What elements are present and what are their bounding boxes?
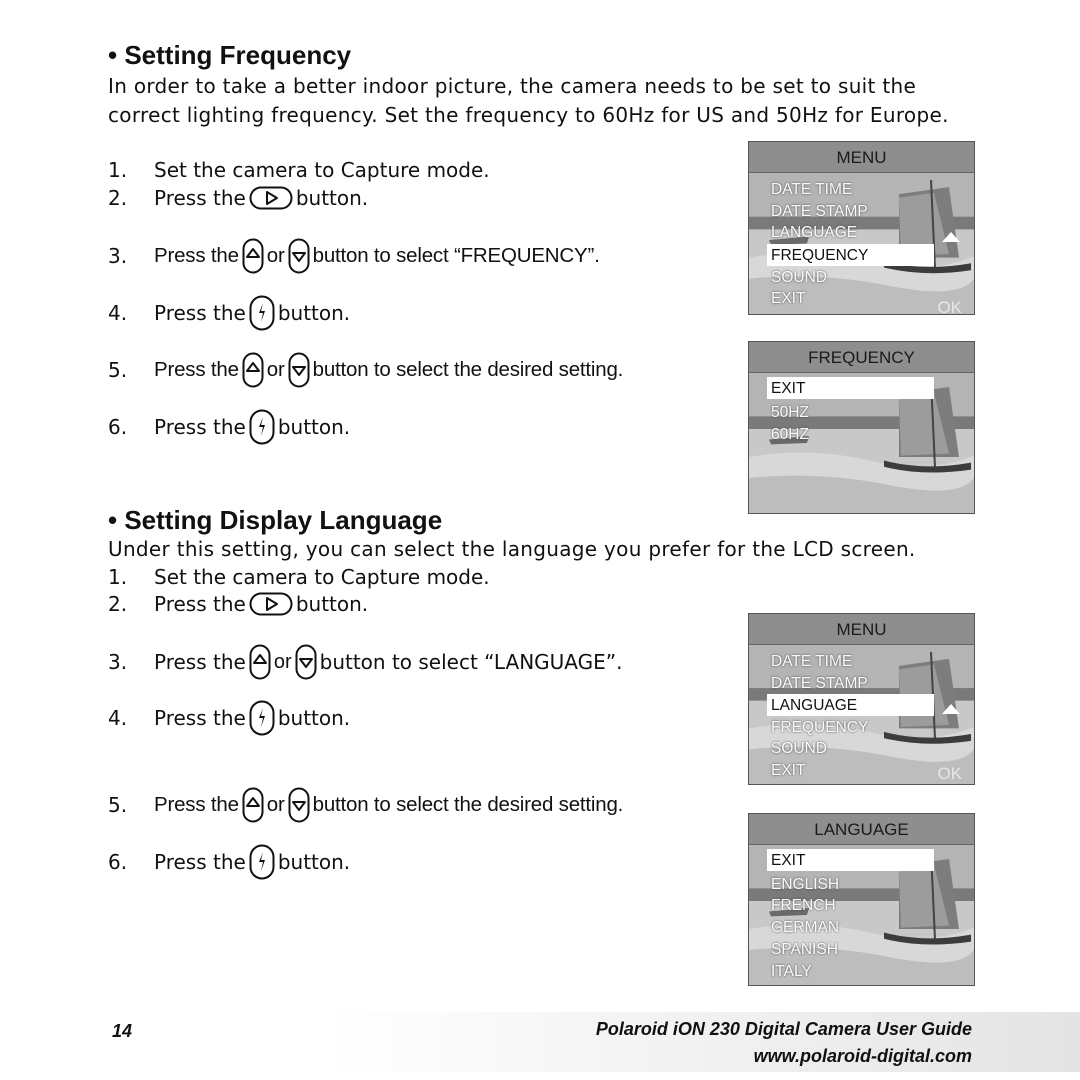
website-url: www.polaroid-digital.com bbox=[753, 1046, 972, 1066]
language-intro: Under this setting, you can select the language you prefer for the LCD screen. bbox=[108, 537, 916, 561]
lcd-ok-label: OK bbox=[937, 764, 962, 783]
lcd-title: MENU bbox=[749, 142, 974, 173]
section-heading-frequency: • Setting Frequency bbox=[108, 40, 352, 70]
lcd-item: FRENCH bbox=[771, 897, 836, 914]
freq-step-2: 2. Press the button. bbox=[108, 186, 369, 210]
scroll-up-triangle-icon bbox=[942, 232, 960, 242]
right-button-icon bbox=[249, 186, 293, 210]
flash-ok-button-icon bbox=[249, 844, 275, 880]
lcd-item: FREQUENCY bbox=[771, 719, 869, 736]
lcd-item: LANGUAGE bbox=[771, 224, 858, 241]
freq-step-4: 4. Press the button. bbox=[108, 295, 350, 331]
lcd-language bbox=[748, 813, 975, 986]
lcd-item-selected: EXIT bbox=[767, 849, 934, 871]
up-button-icon bbox=[242, 238, 264, 274]
down-button-icon bbox=[288, 352, 310, 388]
lcd-item: EXIT bbox=[771, 762, 806, 779]
lcd-item-selected: FREQUENCY bbox=[767, 244, 934, 266]
lcd-title: MENU bbox=[749, 614, 974, 645]
down-button-icon bbox=[288, 238, 310, 274]
lang-step-4: 4. Press the button. bbox=[108, 700, 350, 736]
freq-step-3: 3. Press the or button to select “FREQUENCY”. bbox=[108, 238, 600, 274]
lang-step-5: 5. Press the or button to select the desired setting. bbox=[108, 787, 623, 823]
lang-step-6: 6. Press the button. bbox=[108, 844, 350, 880]
right-button-icon bbox=[249, 592, 293, 616]
lcd-item: 50HZ bbox=[771, 404, 809, 421]
flash-ok-button-icon bbox=[249, 700, 275, 736]
lcd-item: SPANISH bbox=[771, 941, 838, 958]
lcd-item: ITALY bbox=[771, 963, 812, 980]
guide-title: Polaroid iON 230 Digital Camera User Guide bbox=[595, 1019, 972, 1039]
up-button-icon bbox=[242, 787, 264, 823]
lcd-title: FREQUENCY bbox=[749, 342, 974, 373]
lcd-item: DATE TIME bbox=[771, 181, 853, 198]
freq-step-6: 6. Press the button. bbox=[108, 409, 350, 445]
lcd-item-selected: LANGUAGE bbox=[767, 694, 934, 716]
lcd-item: DATE STAMP bbox=[771, 675, 868, 692]
up-button-icon bbox=[249, 644, 271, 680]
lang-step-2: 2. Press the button. bbox=[108, 592, 369, 616]
lcd-item: ENGLISH bbox=[771, 876, 840, 893]
flash-ok-button-icon bbox=[249, 295, 275, 331]
down-button-icon bbox=[295, 644, 317, 680]
lcd-item: EXIT bbox=[771, 290, 806, 307]
freq-step-5: 5. Press the or button to select the desired setting. bbox=[108, 352, 623, 388]
lang-step-3: 3. Press the or button to select “LANGUAGE”. bbox=[108, 644, 622, 680]
flash-ok-button-icon bbox=[249, 409, 275, 445]
lcd-menu-frequency bbox=[748, 141, 975, 315]
freq-step-1: 1. Set the camera to Capture mode. bbox=[108, 158, 490, 182]
lcd-item: DATE TIME bbox=[771, 653, 853, 670]
lcd-item: 60HZ bbox=[771, 426, 809, 443]
scroll-up-triangle-icon bbox=[942, 704, 960, 714]
lcd-menu-language bbox=[748, 613, 975, 785]
lcd-item-selected: EXIT bbox=[767, 377, 934, 399]
page-number: 14 bbox=[112, 1021, 133, 1041]
section-heading-language: • Setting Display Language bbox=[108, 505, 443, 535]
down-button-icon bbox=[288, 787, 310, 823]
frequency-intro: In order to take a better indoor picture, the camera needs to be set to suit the correct lighting frequency. Set the frequency to 60Hz for US and 50Hz for Europe. bbox=[108, 74, 949, 127]
lcd-title: LANGUAGE bbox=[749, 814, 974, 845]
lcd-item: SOUND bbox=[771, 269, 827, 286]
lcd-item: DATE STAMP bbox=[771, 203, 868, 220]
lcd-frequency bbox=[748, 341, 975, 514]
lcd-ok-label: OK bbox=[937, 298, 962, 315]
lcd-item: SOUND bbox=[771, 740, 827, 757]
lcd-item: GERMAN bbox=[771, 919, 840, 936]
up-button-icon bbox=[242, 352, 264, 388]
lang-step-1: 1. Set the camera to Capture mode. bbox=[108, 565, 490, 589]
